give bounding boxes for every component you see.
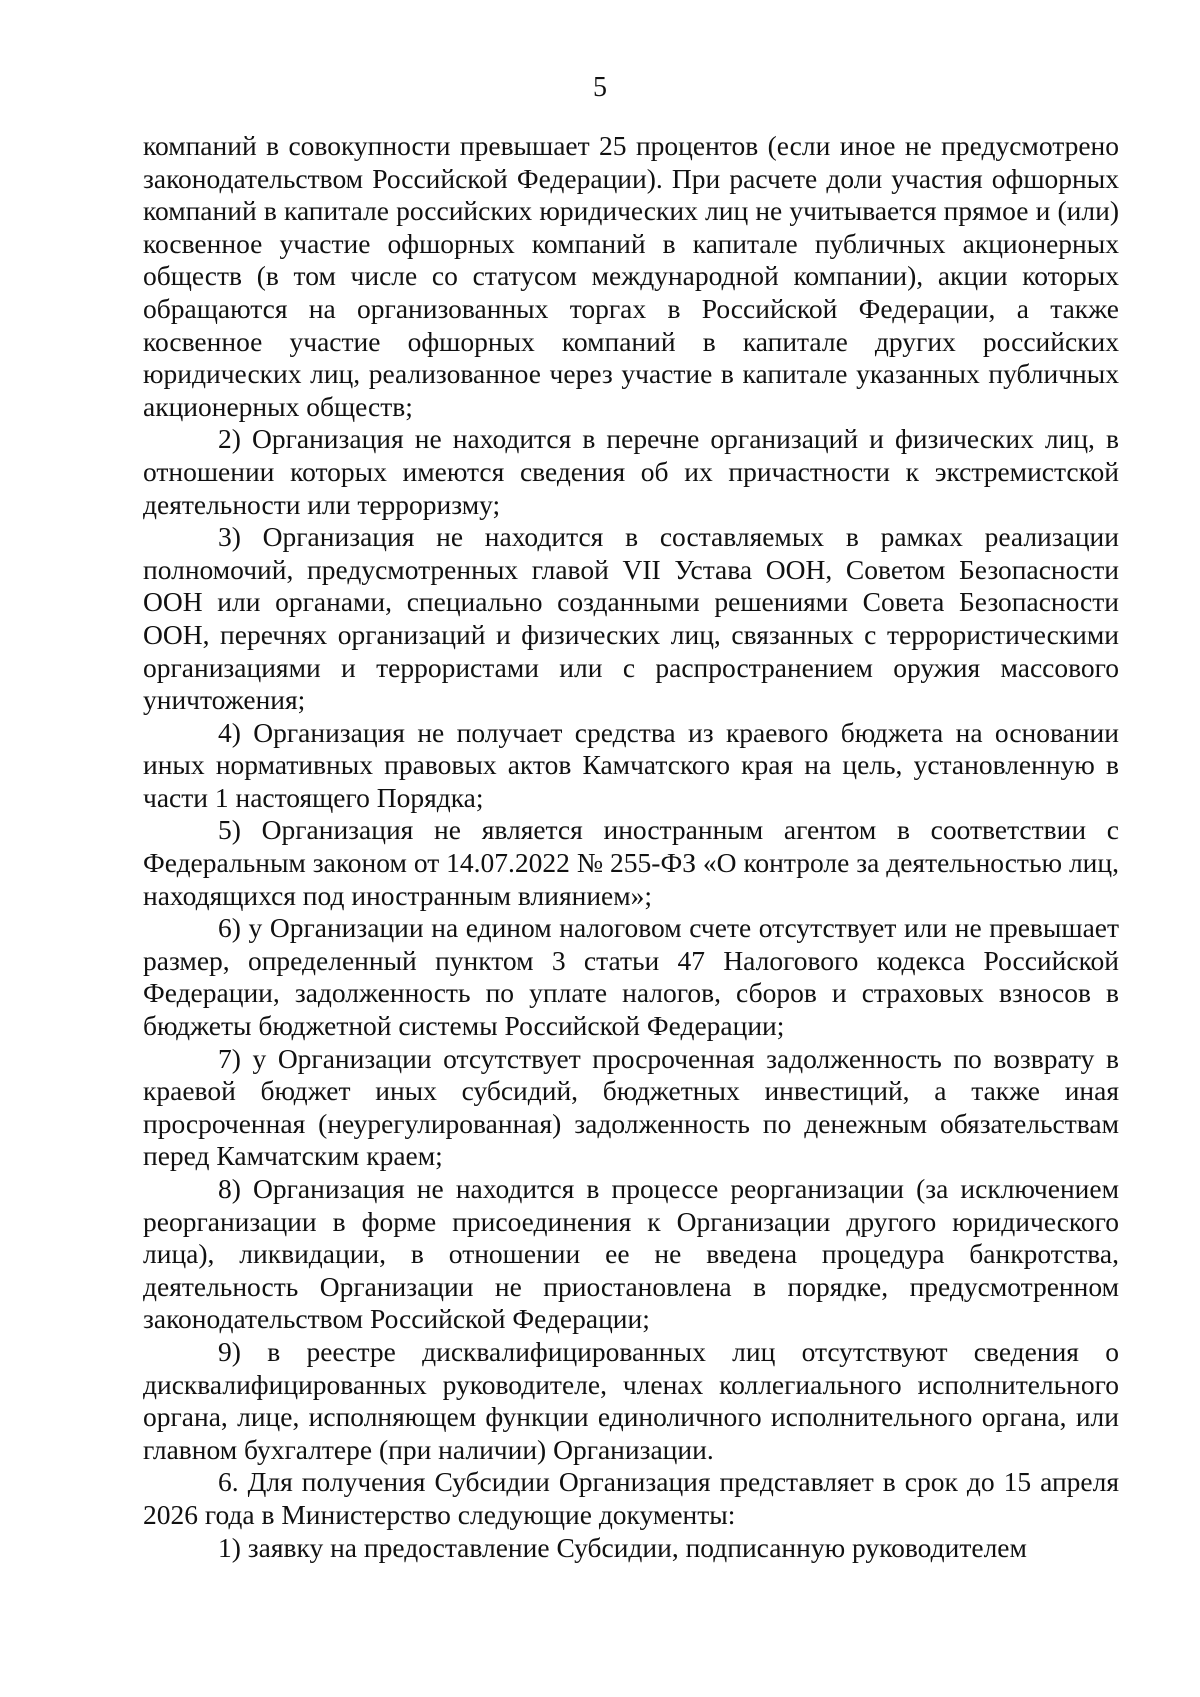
paragraph-item-6-tax-debt: 6) у Организации на едином налоговом счете отсутствует или не превышает размер, определенный пунктом 3 статьи 47 Налогового кодекса Российской Федерации, задолженность по уплате налогов, сборов и страховых взносов в бюджеты бюджетной системы Российской Федерации;: [143, 912, 1119, 1042]
paragraph-item-5-foreign-agent: 5) Организация не является иностранным агентом в соответствии с Федеральным законом от 14.07.2022 № 255-ФЗ «О контроле за деятельностью лиц, находящихся под иностранным влиянием»;: [143, 814, 1119, 911]
paragraph-item-7-overdue-debt: 7) у Организации отсутствует просроченная задолженность по возврату в краевой бюджет иных субсидий, бюджетных инвестиций, а также иная просроченная (неурегулированная) задолженность по денежным обязательствам перед Камчатским краем;: [143, 1042, 1119, 1172]
paragraph-subitem-1-application: 1) заявку на предоставление Субсидии, подписанную руководителем: [218, 1531, 1027, 1563]
paragraph-item-3-un-lists: 3) Организация не находится в составляемых в рамках реализации полномочий, предусмотренных главой VII Устава ООН, Советом Безопасности ООН или органами, специально созданными решениями Совета Безопасности ООН, перечнях организаций и физических лиц, связанных с террористическими организациями и террористами или с распространением оружия массового уничтожения;: [143, 521, 1119, 716]
paragraph-item-9-disqualified: 9) в реестре дисквалифицированных лиц отсутствуют сведения о дисквалифицированных руководителе, членах коллегиального исполнительного органа, лице, исполняющем функции единоличного исполнительного органа, или главном бухгалтере (при наличии) Организации.: [143, 1335, 1119, 1465]
document-body: [143, 130, 1119, 1564]
paragraph-item-4-regional-budget: 4) Организация не получает средства из краевого бюджета на основании иных нормативных правовых актов Камчатского края на цель, установленную в части 1 настоящего Порядка;: [143, 716, 1119, 813]
paragraph-item-2-extremism: 2) Организация не находится в перечне организаций и физических лиц, в отношении которых имеются сведения об их причастности к экстремистской деятельности или терроризму;: [143, 423, 1119, 520]
page-number: 5: [593, 72, 607, 103]
paragraph-section-6-documents: 6. Для получения Субсидии Организация представляет в срок до 15 апреля 2026 года в Министерство следующие документы:: [143, 1466, 1119, 1530]
paragraph-item-8-reorganization: 8) Организация не находится в процессе реорганизации (за исключением реорганизации в форме присоединения к Организации другого юридического лица), ликвидации, в отношении ее не введена процедура банкротства, деятельность Организации не приостановлена в порядке, предусмотренном законодательством Российской Федерации;: [143, 1173, 1119, 1335]
paragraph-offshore-participation: компаний в совокупности превышает 25 процентов (если иное не предусмотрено законодательством Российской Федерации). При расчете доли участия офшорных компаний в капитале российских юридических лиц не учитывается прямое и (или) косвенное участие офшорных компаний в капитале публичных акционерных обществ (в том числе со статусом международной компании), акции которых обращаются на организованных торгах в Российской Федерации, а также косвенное участие офшорных компаний в капитале других российских юридических лиц, реализованное через участие в капитале указанных публичных акционерных обществ;: [143, 130, 1119, 422]
